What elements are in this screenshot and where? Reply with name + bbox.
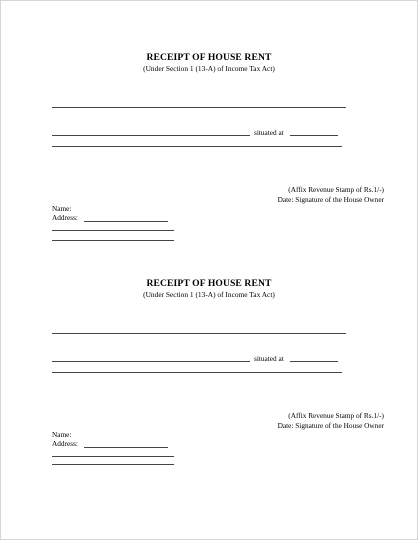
- revenue-stamp-note: (Affix Revenue Stamp of Rs.1/-): [288, 185, 384, 194]
- location-line: [290, 135, 338, 136]
- rent-receipt-2: [0, 226, 418, 456]
- rent-receipt-1: [0, 0, 418, 230]
- date-signature-label: Date: Signature of the House Owner: [277, 195, 384, 204]
- receipt-title: RECEIPT OF HOUSE RENT: [146, 52, 272, 63]
- receipt-title: RECEIPT OF HOUSE RENT: [146, 278, 272, 289]
- name-label: Name:: [52, 430, 72, 439]
- rent-details-line: [52, 361, 250, 362]
- property-address-line: [52, 372, 342, 373]
- received-from-line: [52, 107, 346, 108]
- receipt-subtitle: (Under Section 1 (13-A) of Income Tax Act): [143, 290, 275, 299]
- situated-at-label: situated at: [254, 128, 284, 137]
- date-signature-label: Date: Signature of the House Owner: [277, 421, 384, 430]
- revenue-stamp-note: (Affix Revenue Stamp of Rs.1/-): [288, 411, 384, 420]
- address-label: Address:: [52, 213, 78, 222]
- address-line-1: [84, 221, 168, 222]
- address-line-2: [52, 456, 174, 457]
- rent-details-line: [52, 135, 250, 136]
- address-line-3: [52, 464, 174, 465]
- property-address-line: [52, 146, 342, 147]
- location-line: [290, 361, 338, 362]
- address-label: Address:: [52, 439, 78, 448]
- receipt-subtitle: (Under Section 1 (13-A) of Income Tax Act): [143, 64, 275, 73]
- situated-at-label: situated at: [254, 354, 284, 363]
- address-line-1: [84, 447, 168, 448]
- name-label: Name:: [52, 204, 72, 213]
- received-from-line: [52, 333, 346, 334]
